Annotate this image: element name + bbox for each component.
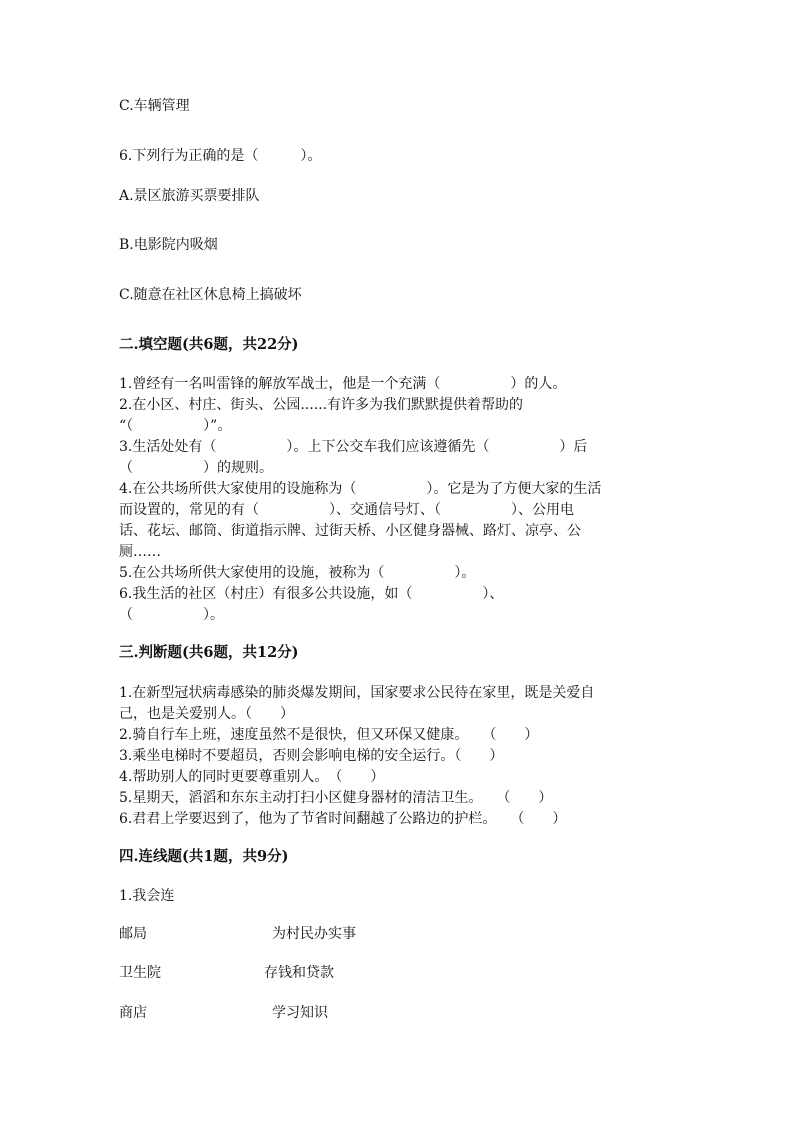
option-c-text: C.车辆管理 xyxy=(119,98,190,114)
fill-line: （ ）的规则。 xyxy=(119,460,273,476)
section-2-heading: 二.填空题(共6题，共22分) xyxy=(119,336,299,353)
question-6-option-b: B.电影院内吸烟 xyxy=(119,237,218,253)
judge-line: 1.在新型冠状病毒感染的肺炎爆发期间，国家要求公民待在家里，既是关爱自 xyxy=(119,685,595,701)
fill-line: 5.在公共场所供大家使用的设施，被称为（ ）。 xyxy=(119,565,476,581)
judge-line: 6.君君上学要迟到了，他为了节省时间翻越了公路边的护栏。 （ ） xyxy=(119,811,567,827)
fill-line: 2.在小区、村庄、街头、公园......有许多为我们默默提供着帮助的 xyxy=(119,397,524,413)
fill-line: 厕…… xyxy=(119,544,161,560)
question-6-option-c: C.随意在社区休息椅上搞破坏 xyxy=(119,287,302,303)
section-4-heading: 四.连线题(共1题，共9分) xyxy=(119,848,289,865)
match-left-item[interactable]: 卫生院 xyxy=(119,965,161,981)
fill-line: 4.在公共场所供大家使用的设施称为（ ）。它是为了方便大家的生活 xyxy=(119,481,602,497)
fill-line: 话、花坛、邮筒、街道指示牌、过街天桥、小区健身器械、路灯、凉亭、公 xyxy=(119,523,581,539)
section-3-heading: 三.判断题(共6题，共12分) xyxy=(119,644,299,661)
question-6-text: 6.下列行为正确的是（ ）。 xyxy=(119,148,322,164)
match-left-item[interactable]: 邮局 xyxy=(119,926,147,942)
fill-line: （ ）。 xyxy=(119,607,224,623)
match-right-item[interactable]: 学习知识 xyxy=(272,1005,328,1021)
question-6-option-a: A.景区旅游买票要排队 xyxy=(119,188,260,204)
matching-question-text: 1.我会连 xyxy=(119,888,175,904)
match-right-item[interactable]: 存钱和贷款 xyxy=(264,965,334,981)
judge-line: 4.帮助别人的同时更要尊重别人。 （ ） xyxy=(119,769,385,785)
judge-line: 5.星期天，滔滔和东东主动打扫小区健身器材的清洁卫生。 （ ） xyxy=(119,790,553,806)
fill-line: 6.我生活的社区（村庄）有很多公共设施，如（ ）、 xyxy=(119,586,504,602)
fill-line: 而设置的，常见的有（ ）、交通信号灯、（ ）、公用电 xyxy=(119,502,574,518)
fill-line: 3.生活处处有（ ）。上下公交车我们应该遵循先（ ）后 xyxy=(119,439,588,455)
match-left-item[interactable]: 商店 xyxy=(119,1005,147,1021)
judge-line: 3.乘坐电梯时不要超员，否则会影响电梯的安全运行。（ ） xyxy=(119,748,504,764)
judge-line: 2.骑自行车上班，速度虽然不是很快，但又环保又健康。 （ ） xyxy=(119,727,539,743)
fill-line: 1.曾经有一名叫雷锋的解放军战士，他是一个充满（ ）的人。 xyxy=(119,376,567,392)
match-right-item[interactable]: 为村民办实事 xyxy=(272,926,356,942)
judge-line: 己，也是关爱别人。（ ） xyxy=(119,706,294,722)
fill-line: “（ ）”。 xyxy=(119,418,232,434)
